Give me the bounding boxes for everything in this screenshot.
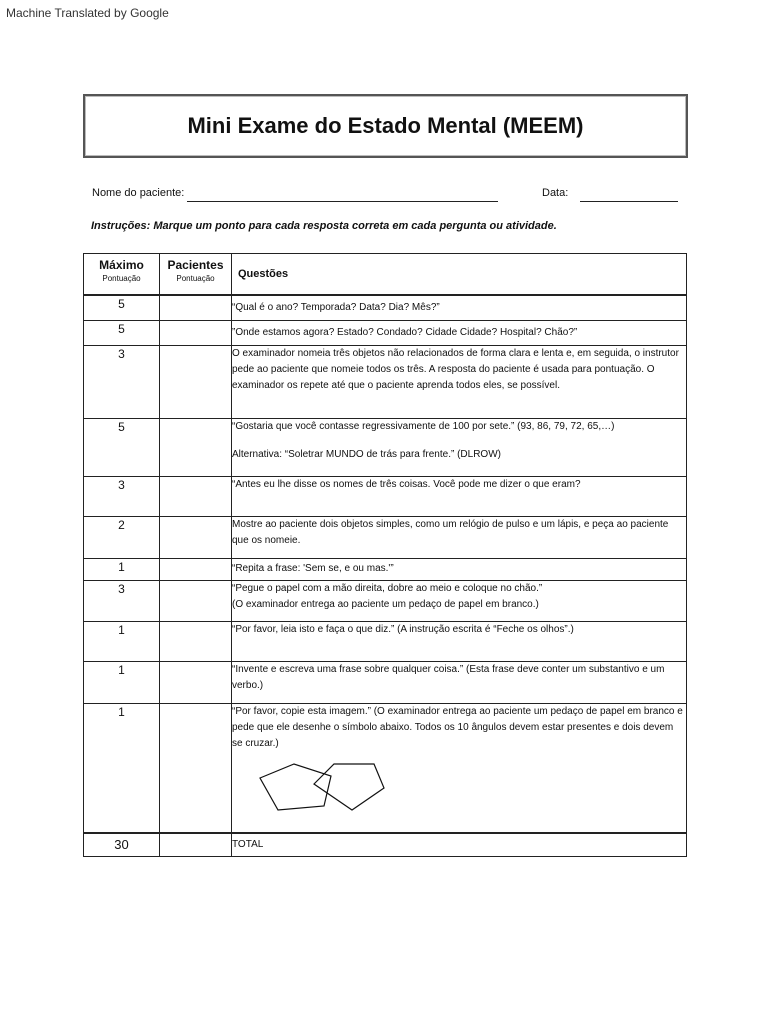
patient-score-cell[interactable]	[160, 580, 232, 621]
date-field[interactable]	[580, 201, 678, 202]
question-text: “Por favor, leia isto e faça o que diz.” (A instrução escrita é “Feche os olhos”.)	[232, 621, 687, 661]
question-text: “Antes eu lhe disse os nomes de três coisas. Você pode me dizer o que eram?	[232, 476, 687, 516]
max-score: 1	[84, 558, 160, 580]
question-text: “Pegue o papel com a mão direita, dobre ao meio e coloque no chão.”	[232, 582, 543, 594]
instructions: Instruções: Marque um ponto para cada resposta correta em cada pergunta ou atividade.	[91, 220, 557, 232]
question-text: “Qual é o ano? Temporada? Data? Dia? Mês?”	[232, 295, 687, 320]
intersecting-pentagons-figure	[254, 758, 414, 812]
table-row	[84, 418, 687, 476]
question-text: “Gostaria que você contasse regressivamente de 100 por sete.” (93, 86, 79, 72, 65,…)	[232, 420, 615, 432]
patient-score-cell[interactable]	[160, 516, 232, 558]
table-row	[84, 516, 687, 558]
patient-score-label: Pacientes	[167, 258, 224, 272]
table-header-row	[84, 254, 687, 296]
max-score-header	[84, 254, 160, 296]
max-score: 5	[84, 418, 160, 476]
question-text: Mostre ao paciente dois objetos simples, como um relógio de pulso e um lápis, e peça ao paciente que os nomeie.	[232, 516, 687, 558]
max-score: 5	[84, 320, 160, 345]
questions-header: Questões	[232, 254, 687, 296]
page-title: Mini Exame do Estado Mental (MEEM)	[187, 113, 584, 138]
table-row	[84, 661, 687, 703]
question-cell	[232, 580, 687, 621]
total-row	[84, 833, 687, 857]
patient-score-cell[interactable]	[160, 661, 232, 703]
patient-score-cell[interactable]	[160, 476, 232, 516]
max-score: 1	[84, 621, 160, 661]
total-label: TOTAL	[232, 833, 687, 857]
date-label: Data:	[542, 187, 569, 199]
table-row	[84, 580, 687, 621]
table-row	[84, 476, 687, 516]
table-row	[84, 558, 687, 580]
max-score-label: Máximo	[99, 258, 144, 272]
title-box	[83, 94, 688, 158]
patient-score-cell[interactable]	[160, 295, 232, 320]
patient-score-cell[interactable]	[160, 320, 232, 345]
total-patient-score-cell[interactable]	[160, 833, 232, 857]
question-text: “Repita a frase: 'Sem se, e ou mas.'”	[232, 558, 687, 580]
patient-score-cell[interactable]	[160, 345, 232, 418]
patient-score-cell[interactable]	[160, 703, 232, 833]
table-row	[84, 320, 687, 345]
patient-name-label: Nome do paciente:	[92, 187, 185, 199]
total-max-score: 30	[84, 833, 160, 857]
patient-score-sublabel: Pontuação	[176, 274, 215, 283]
question-text: “Por favor, copie esta imagem.” (O examinador entrega ao paciente um pedaço de papel em branco e pede que ele desenhe o símbolo abaixo. Todos os 10 ângulos devem estar presentes e dois devem se cruzar.)	[232, 705, 683, 749]
patient-score-header	[160, 254, 232, 296]
table-row	[84, 295, 687, 320]
machine-translation-banner: Machine Translated by Google	[6, 6, 169, 20]
table-row	[84, 621, 687, 661]
max-score: 2	[84, 516, 160, 558]
question-cell	[232, 418, 687, 476]
max-score: 3	[84, 476, 160, 516]
patient-score-cell[interactable]	[160, 621, 232, 661]
question-text: “Invente e escreva uma frase sobre qualquer coisa.” (Esta frase deve conter um substantivo e um verbo.)	[232, 661, 687, 703]
question-text: O examinador nomeia três objetos não relacionados de forma clara e lenta e, em seguida, o instrutor pede ao paciente que nomeie todos os três. A resposta do paciente é usada para pontuação. O examinador os repete até que o paciente aprenda todos eles, se possível.	[232, 345, 687, 418]
question-text: ”Onde estamos agora? Estado? Condado? Cidade Cidade? Hospital? Chão?”	[232, 320, 687, 345]
patient-score-cell[interactable]	[160, 558, 232, 580]
table-row	[84, 703, 687, 833]
table-row	[84, 345, 687, 418]
max-score: 3	[84, 580, 160, 621]
question-cell	[232, 703, 687, 833]
patient-info-line	[92, 187, 680, 205]
max-score: 1	[84, 703, 160, 833]
max-score-sublabel: Pontuação	[102, 274, 141, 283]
patient-name-field[interactable]	[187, 201, 498, 202]
max-score: 1	[84, 661, 160, 703]
meem-table	[83, 253, 687, 857]
patient-score-cell[interactable]	[160, 418, 232, 476]
question-alternative: Alternativa: “Soletrar MUNDO de trás para frente.” (DLROW)	[232, 448, 501, 460]
max-score: 5	[84, 295, 160, 320]
max-score: 3	[84, 345, 160, 418]
question-note: (O examinador entrega ao paciente um pedaço de papel em branco.)	[232, 598, 539, 610]
